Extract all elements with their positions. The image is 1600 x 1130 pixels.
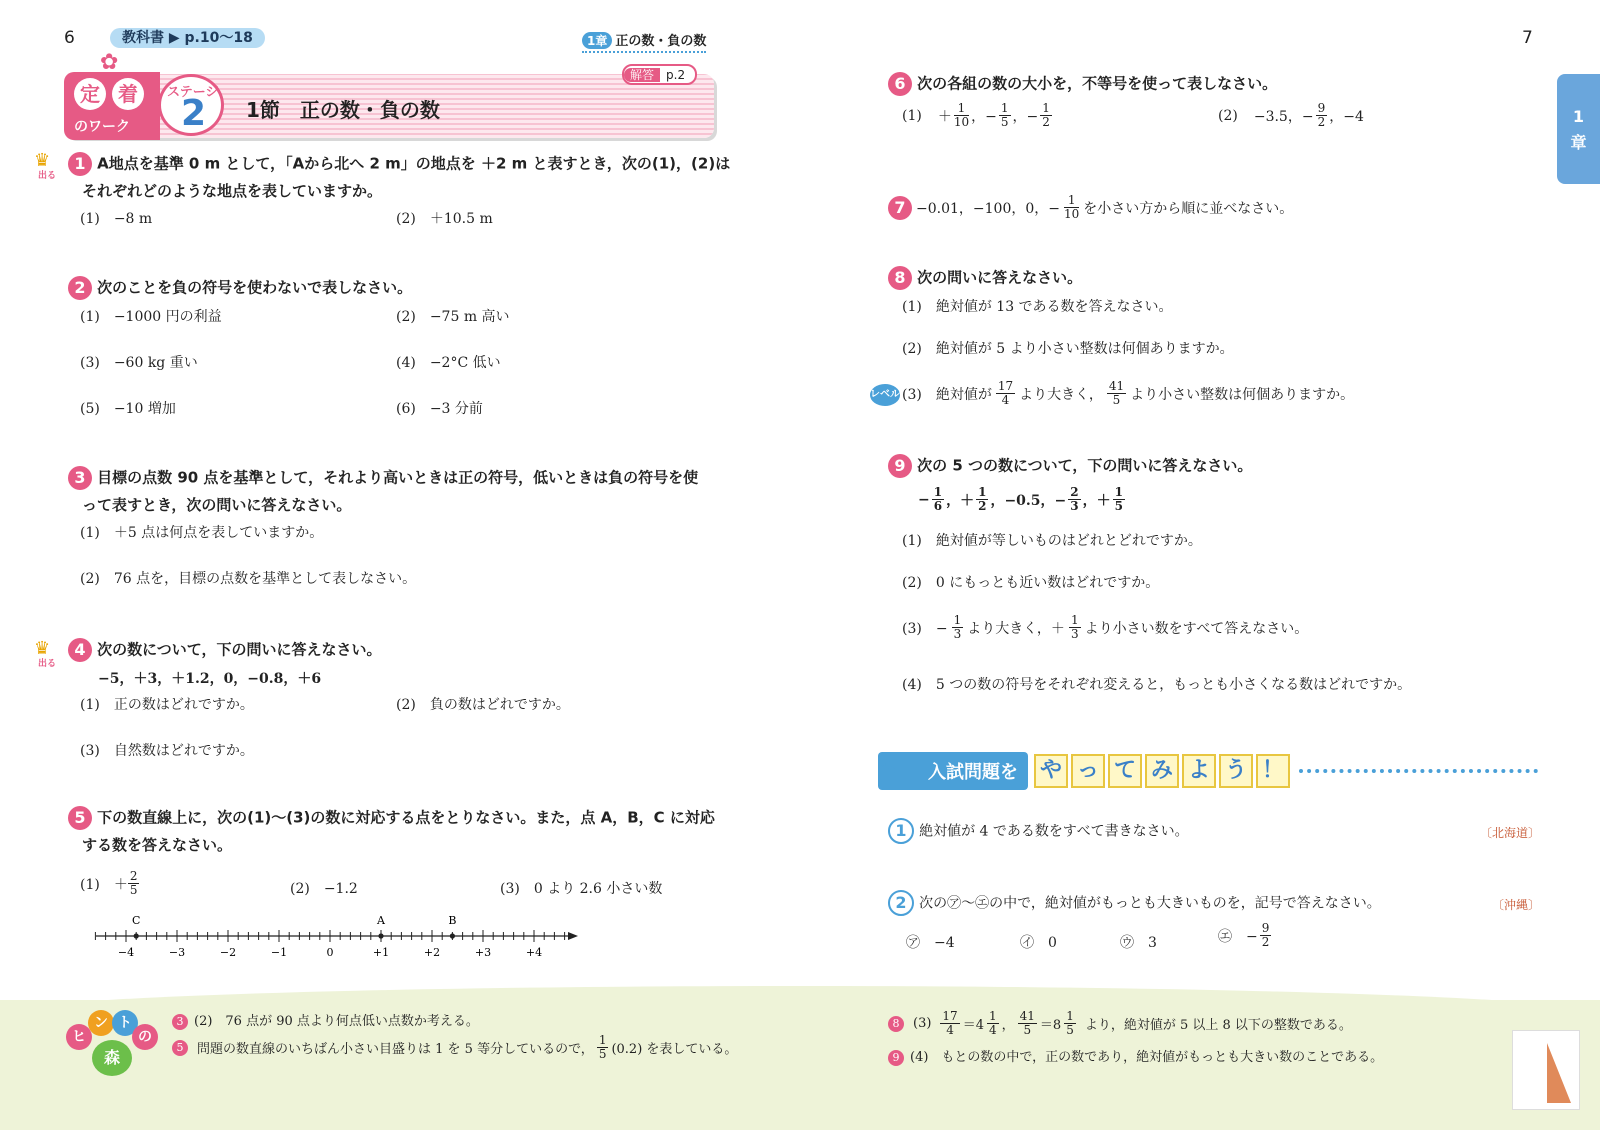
nyushi-q1-region: 〔北海道〕 — [1480, 826, 1541, 840]
nyushi-char: う — [1219, 754, 1253, 788]
denominator: 2 — [1261, 935, 1270, 949]
chapter-side-tab — [1557, 74, 1600, 184]
textbook-pages: p.10〜18 — [184, 30, 253, 46]
numerator: 17 — [942, 1009, 958, 1023]
point-c — [134, 933, 139, 938]
point-b — [450, 933, 455, 938]
fraction — [1068, 486, 1080, 513]
fraction — [1040, 102, 1052, 129]
q9-sub-2: (2) 0 にもっとも近い数はどれですか。 — [902, 575, 1160, 591]
answer-reference — [622, 64, 697, 85]
hint-logo-char: ヒ — [66, 1024, 92, 1050]
fraction — [932, 486, 944, 513]
numerator: 41 — [1108, 379, 1125, 393]
q5-sub-1 — [80, 870, 139, 897]
q2-sub-4: (4) −2°C 低い — [396, 355, 501, 371]
denominator: 5 — [1023, 1023, 1032, 1037]
tick-label: −1 — [270, 946, 288, 959]
corner-triangle — [1547, 1043, 1571, 1103]
nyushi-option-c: ㋒ 3 — [1120, 935, 1157, 951]
side-tab-number: 1 — [1572, 107, 1585, 126]
numerator: 1 — [1064, 194, 1079, 208]
q5-number: 5 — [68, 806, 92, 830]
numerator: 1 — [1070, 613, 1079, 627]
nyushi-banner — [878, 752, 1538, 790]
numerator: 1 — [1114, 485, 1123, 499]
answer-label: 解答 — [624, 68, 660, 82]
textbook-reference — [110, 27, 265, 47]
hint-2 — [172, 1034, 737, 1061]
q7-header — [888, 194, 1293, 221]
chapter-title: 正の数・負の数 — [615, 34, 707, 49]
fraction — [597, 1034, 609, 1061]
nyushi-q1-number: 1 — [888, 818, 914, 844]
q2-sub-1: (1) −1000 円の利益 — [80, 309, 222, 325]
fraction — [1069, 614, 1081, 641]
textbook-label: 教科書 — [122, 30, 164, 46]
q6-header — [888, 72, 1277, 96]
right-page-number: 7 — [1522, 28, 1533, 48]
q3-text-2: って表すとき，次の問いに答えなさい。 — [82, 496, 352, 514]
denominator: 5 — [1000, 115, 1009, 129]
hint-1 — [172, 1010, 479, 1030]
q9-header — [888, 454, 1252, 478]
hint-3-label: (3) — [913, 1016, 932, 1031]
nyushi-option-b: ㋑ 0 — [1020, 935, 1057, 951]
denominator: 5 — [1114, 499, 1123, 513]
q9-number: 9 — [888, 454, 912, 478]
crown-icon: ♛ — [34, 638, 51, 659]
tick-label: −4 — [117, 946, 135, 959]
q1-sub-2: (2) ＋10.5 m — [396, 211, 493, 227]
separator: ， — [1001, 1018, 1015, 1033]
q5-sub-1-prefix: (1) ＋ — [80, 876, 128, 893]
crown-icon: ♛ — [34, 150, 51, 171]
fraction — [1064, 194, 1079, 221]
hint-3 — [888, 1010, 1352, 1037]
answer-page: p.2 — [666, 68, 686, 82]
notepad-icon: ✎ — [878, 752, 904, 787]
q1-header — [68, 152, 730, 176]
nyushi-q2-number: 2 — [888, 890, 914, 916]
denominator: 2 — [1042, 115, 1050, 129]
q5-header — [68, 806, 715, 830]
denominator: 2 — [1317, 115, 1326, 129]
sign: ＋ — [937, 108, 952, 125]
tick-label: −2 — [219, 946, 237, 959]
q3-sub-1: (1) ＋5 点は何点を表していますか。 — [80, 525, 324, 541]
nyushi-char: や — [1034, 754, 1068, 788]
chapter-circle: 1章 — [582, 32, 612, 49]
nyushi-q2 — [888, 890, 1381, 916]
q9-values: ，−0.5，− — [990, 492, 1067, 509]
q4-sub-1: (1) 正の数はどれですか。 — [80, 697, 254, 713]
numerator: 1 — [1000, 101, 1009, 115]
point-label: C — [131, 914, 141, 927]
numerator: 9 — [1261, 921, 1270, 935]
teichaku-badge — [64, 72, 160, 140]
point-a — [378, 933, 383, 938]
nyushi-q2-text: 次の㋐〜㋓の中で，絶対値がもっとも大きいものを，記号で答えなさい。 — [919, 895, 1381, 912]
nyushi-char: て — [1108, 754, 1142, 788]
q6-sub-1 — [902, 102, 1052, 129]
nyushi-q2-region: 〔沖縄〕 — [1492, 898, 1541, 912]
q1-text-2: それぞれどのような地点を表していますか。 — [82, 182, 383, 200]
tick-label: +2 — [423, 946, 441, 959]
q9-sub-1: (1) 絶対値が等しいものはどれとどれですか。 — [902, 533, 1202, 549]
tick-label: +1 — [372, 946, 390, 959]
q5-text-2: する数を答えなさい。 — [82, 836, 233, 854]
q6-sub-2-values: −3.5，− — [1253, 108, 1314, 125]
denominator: 5 — [598, 1047, 607, 1061]
chapter-tag — [582, 30, 706, 53]
q6-sub-1-label: (1) — [902, 107, 922, 124]
tick-label: +3 — [474, 946, 492, 959]
numerator: 2 — [129, 869, 138, 883]
denominator: 4 — [946, 1023, 954, 1037]
q5-text-1: 下の数直線上に，次の(1)〜(3)の数に対応する点をとりなさい。また，点 A，B，C に対応 — [97, 808, 715, 827]
q8-sub-1: (1) 絶対値が 13 である数を答えなさい。 — [902, 299, 1173, 315]
hint-3-number: 8 — [888, 1016, 904, 1032]
q6-sub-2 — [1218, 102, 1364, 129]
denominator: 2 — [978, 499, 987, 513]
q9-sub-3-mid: より大きく，＋ — [967, 620, 1065, 637]
badge-char-2: 着 — [112, 78, 144, 110]
q4-sub-3: (3) 自然数はどれですか。 — [80, 743, 254, 759]
q4-numbers: −5，＋3，＋1.2，0，−0.8，＋6 — [98, 671, 322, 687]
hint-4-number: 9 — [888, 1050, 904, 1066]
q2-sub-6: (6) −3 分前 — [396, 401, 483, 417]
tick-label: 0 — [326, 946, 334, 959]
q4-header — [68, 638, 382, 662]
fraction — [940, 1010, 959, 1037]
section-title: 1節 正の数・負の数 — [246, 98, 440, 122]
nyushi-char: っ — [1071, 754, 1105, 788]
q9-sub-3-suffix: より小さい数をすべて答えなさい。 — [1084, 620, 1309, 637]
fraction — [954, 102, 969, 129]
hint-4 — [888, 1046, 1383, 1066]
nyushi-option-a: ㋐ −4 — [906, 935, 955, 951]
badge-char-1: 定 — [74, 78, 106, 110]
q8-number: 8 — [888, 266, 912, 290]
denominator: 3 — [953, 627, 962, 641]
denominator: 3 — [1070, 499, 1079, 513]
denominator: 4 — [988, 1023, 997, 1037]
hint-4-text: (4) もとの数の中で，正の数であり，絶対値がもっとも大きい数のことである。 — [910, 1050, 1384, 1065]
q2-number: 2 — [68, 276, 92, 300]
number-line — [90, 908, 580, 964]
side-tab-label: 章 — [1570, 133, 1587, 152]
equals: ＝8 — [1039, 1018, 1062, 1033]
sign: ，＋ — [1082, 492, 1111, 509]
denominator: 5 — [1066, 1023, 1074, 1037]
hint-logo-char: ン — [88, 1010, 114, 1036]
q8-sub-3-prefix: (3) 絶対値が — [902, 386, 992, 403]
textbook-pill: 教科書 ▶ p.10〜18 — [110, 28, 265, 48]
q5-sub-1-fraction — [128, 870, 140, 897]
q2-sub-3: (3) −60 kg 重い — [80, 355, 198, 371]
nyushi-char: み — [1145, 754, 1179, 788]
numerator: 41 — [1019, 1009, 1035, 1023]
q5-sub-3: (3) 0 より 2.6 小さい数 — [500, 881, 663, 897]
hint-logo-char: ト — [112, 1010, 138, 1036]
q4-sub-2: (2) 負の数はどれですか。 — [396, 697, 570, 713]
q7-text: を小さい方から順に並べなさい。 — [1083, 200, 1294, 217]
q8-text: 次の問いに答えなさい。 — [917, 268, 1083, 287]
fraction — [996, 380, 1015, 407]
q9-numbers — [918, 486, 1125, 513]
q2-text: 次のことを負の符号を使わないで表しなさい。 — [97, 278, 413, 297]
nyushi-q1-text: 絶対値が 4 である数をすべて書きなさい。 — [919, 823, 1189, 840]
fraction — [1018, 1010, 1037, 1037]
nyushi-divider — [1299, 769, 1538, 773]
page-corner-card — [1512, 1030, 1580, 1110]
q3-text-1: 目標の点数 90 点を基準として，それより高いときは正の符号，低いときは負の符号を使 — [97, 468, 699, 487]
numerator: 1 — [933, 485, 943, 499]
q4-number: 4 — [68, 638, 92, 662]
numerator: 1 — [1042, 101, 1050, 115]
q9-sub-4: (4) 5 つの数の符号をそれぞれ変えると，もっとも小さくなる数はどれですか。 — [902, 677, 1412, 693]
denominator: 10 — [1064, 207, 1080, 221]
q1-text-1: A地点を基準 0 m として，「Aから北へ 2 m」の地点を ＋2 m と表すとき，次の(1)，(2)は — [97, 154, 731, 173]
denominator: 6 — [933, 499, 943, 513]
point-label: B — [448, 914, 457, 927]
numerator: 1 — [988, 1009, 997, 1023]
sign: ，− — [971, 108, 997, 125]
q8-sub-3-mid: より大きく， — [1019, 386, 1103, 403]
numerator: 9 — [1317, 101, 1326, 115]
fraction — [1064, 1010, 1076, 1037]
fraction — [1316, 102, 1328, 129]
nyushi-q1 — [888, 818, 1189, 844]
nyushi-heading: 入試問題を — [878, 752, 1028, 790]
denominator: 5 — [1112, 393, 1121, 407]
q6-text: 次の各組の数の大小を，不等号を使って表しなさい。 — [917, 74, 1278, 93]
q7-number: 7 — [888, 196, 912, 220]
hint-2-number: 5 — [172, 1040, 188, 1056]
hint-2-text-end: (0.2) を表している。 — [611, 1042, 738, 1057]
numerator: 1 — [954, 102, 969, 116]
sign: ，− — [1012, 108, 1039, 125]
q3-number: 3 — [68, 466, 92, 490]
q8-sub-3-suffix: より小さい整数は何個ありますか。 — [1130, 386, 1355, 403]
q3-sub-2: (2) 76 点を，目標の点数を基準として表しなさい。 — [80, 571, 417, 587]
q9-sub-3 — [902, 614, 1308, 641]
hint-3-text: より，絶対値が 5 以上 8 以下の整数である。 — [1084, 1018, 1352, 1033]
sign: − — [918, 491, 930, 508]
crown-label: 出る — [38, 659, 57, 669]
q2-sub-2: (2) −75 m 高い — [396, 309, 510, 325]
tick-label: −3 — [168, 946, 186, 959]
crown-label: 出る — [38, 171, 57, 181]
fraction — [976, 486, 988, 513]
tick-label: +4 — [525, 946, 543, 959]
nyushi-char: ！ — [1256, 754, 1290, 788]
fraction — [952, 614, 964, 641]
badge-sub: のワーク — [74, 119, 130, 135]
q9-text: 次の 5 つの数について，下の問いに答えなさい。 — [917, 456, 1253, 475]
q8-header — [888, 266, 1082, 290]
hint-logo-char: の — [132, 1024, 158, 1050]
q8-sub-2: (2) 絶対値が 5 より小さい整数は何個ありますか。 — [902, 341, 1234, 357]
nyushi-char: よ — [1182, 754, 1216, 788]
sign: ，＋ — [946, 492, 975, 509]
equals: ＝4 — [962, 1018, 984, 1033]
q2-sub-5: (5) −10 増加 — [80, 401, 176, 417]
fraction — [987, 1010, 999, 1037]
hint-2-text: 問題の数直線のいちばん小さい目盛りは 1 を 5 等分しているので， — [197, 1042, 594, 1057]
q7-values: −0.01，−100，0，− — [916, 200, 1060, 217]
nyushi-option-d — [1218, 922, 1271, 949]
numerator: 1 — [953, 613, 962, 627]
fraction — [1260, 922, 1272, 949]
hint-logo — [66, 1006, 156, 1086]
q8-sub-3 — [902, 380, 1354, 407]
q4-text: 次の数について，下の問いに答えなさい。 — [97, 640, 382, 659]
tulip-icon: ✿ — [100, 50, 119, 75]
denominator: 4 — [1001, 393, 1010, 407]
stage-number: 2 — [181, 93, 207, 134]
q6-sub-2-label: (2) — [1218, 107, 1238, 124]
hint-1-number: 3 — [172, 1014, 188, 1030]
hint-logo-tree: 森 — [92, 1040, 132, 1076]
fraction — [999, 102, 1011, 129]
stage-circle — [158, 74, 224, 136]
q9-sub-3-prefix: (3) − — [902, 620, 948, 637]
denominator: 10 — [953, 115, 970, 129]
q1-number: 1 — [68, 152, 92, 176]
hint-1-text: (2) 76 点が 90 点より何点低い点数か考える。 — [194, 1014, 479, 1029]
q3-header — [68, 466, 698, 490]
q1-sub-1: (1) −8 m — [80, 211, 153, 227]
numerator: 1 — [978, 485, 987, 499]
q5-sub-2: (2) −1.2 — [290, 881, 358, 897]
left-page-number: 6 — [64, 28, 75, 48]
denominator: 5 — [129, 883, 138, 897]
numerator: 1 — [598, 1033, 607, 1047]
q6-sub-2-values-end: ，−4 — [1329, 108, 1364, 125]
point-label: A — [377, 914, 385, 927]
stage-label: ステージ — [167, 85, 219, 100]
levelup-icon: レベルUP — [870, 384, 900, 406]
page-corner-icon — [1513, 1031, 1581, 1111]
number-line-arrow — [568, 932, 578, 940]
nyushi-option-d-prefix: ㋓ − — [1218, 928, 1258, 945]
fraction — [1107, 380, 1126, 407]
q2-header — [68, 276, 412, 300]
q6-number: 6 — [888, 72, 912, 96]
fraction — [1113, 486, 1125, 513]
numerator: 17 — [997, 379, 1014, 393]
numerator: 1 — [1066, 1009, 1074, 1023]
denominator: 3 — [1070, 627, 1079, 641]
numerator: 2 — [1070, 485, 1079, 499]
